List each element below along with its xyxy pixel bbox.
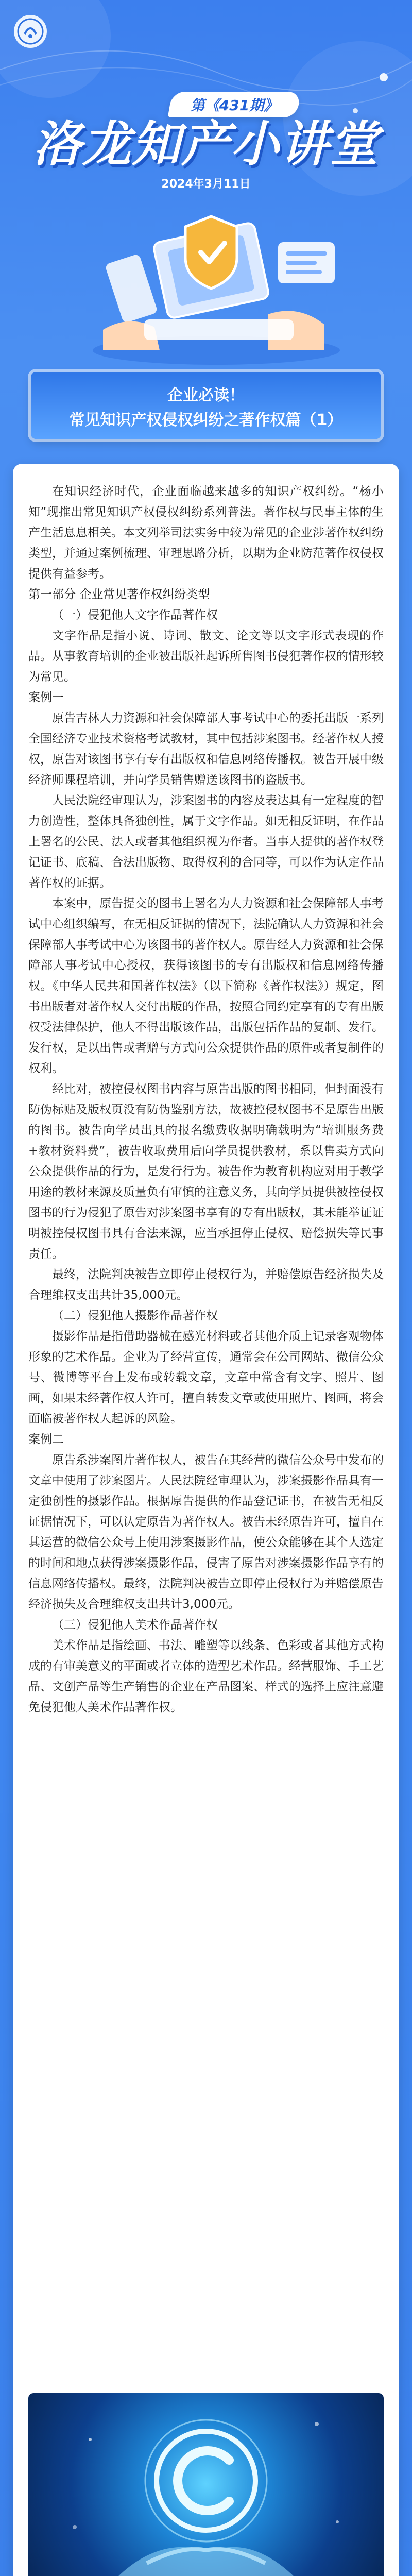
paragraph: 文字作品是指小说、诗词、散文、论文等以文字形式表现的作品。从事教育培训的企业被出版社起诉所售图书侵犯著作权的情形较为常见。: [28, 629, 384, 684]
paragraph: 美术作品是指绘画、书法、雕塑等以线条、色彩或者其他方式构成的有审美意义的平面或者立体的造型艺术作品。经营服饰、手工艺品、文创产品等生产销售的企业在产品图案、样式的选择上应注意避免侵犯他人美术作品著作权。: [28, 1639, 384, 1714]
paragraph: 人民法院经审理认为，涉案图书的内容及表达具有一定程度的智力创造性，整体具备独创性，属于文字作品。如无相反证明，在作品上署名的公民、法人或者其他组织视为作者。当事人提供的著作权登记证书、底稿、合法出版物、取得权利的合同等，可以作为认定作品著作权的证据。: [28, 794, 384, 890]
issue-number: 第《431期》: [190, 97, 279, 114]
phone-shield-illustration: [82, 196, 350, 366]
header: [0, 0, 412, 371]
paragraph: 原告系涉案图片著作权人，被告在其经营的微信公众号中发布的文章中使用了涉案图片。人民法院经审理认为，涉案摄影作品具有一定独创性的摄影作品。根据原告提供的作品登记证书，在被告无相反证据情况下，可以认定原告为著作权人。被告未经原告许可，擅自在其运营的微信公众号上使用涉案摄影作品，使公众能够在其个人选定的时间和地点获得涉案摄影作品，侵害了原告对涉案摄影作品享有的信息网络传播权。最终，法院判决被告立即停止侵权行为并赔偿原告经济损失及合理维权支出共计3,000元。: [28, 1453, 384, 1611]
paragraph: 经比对，被控侵权图书内容与原告出版的图书相同，但封面没有防伪标贴及版权页没有防伪鉴别方法，故被控侵权图书不是原告出版的图书。被告向学员出具的报名缴费收据明确载明为“培训服务费+教材资料费”，被告收取费用后向学员提供教材，系以售卖方式向公众提供作品的行为，是发行行为。被告作为教育机构应对用于教学用途的教材来源及质量负有审慎的注意义务，其向学员提供被控侵权图书的行为侵犯了原告对涉案图书享有的专有出版权，其未能举证证明被控侵权图书具有合法来源，应当承担停止侵权、赔偿损失等民事责任。: [28, 1082, 384, 1261]
section-heading: 第一部分 企业常见著作权纠纷类型: [28, 588, 210, 601]
paragraph: 在知识经济时代，企业面临越来越多的知识产权纠纷。“杨小知”现推出常见知识产权侵权纠纷系列普法。著作权与民事主体的生产生活息息相关。本文列举司法实务中较为常见的企业涉著作权纠纷类型，并通过案例梳理、审理思路分析，以期为企业防范著作权侵权提供有益参考。: [28, 485, 384, 581]
issue-date: 2024年3月11日: [161, 178, 251, 191]
subsection-heading: （二）侵犯他人摄影作品著作权: [52, 1309, 218, 1323]
paragraph: 本案中，原告提交的图书上署名为人力资源和社会保障部人事考试中心组织编写，在无相反证据的情况下，法院确认人力资源和社会保障部人事考试中心为该图书的著作权人。原告经人力资源和社会保障部人事考试中心授权，获得该图书的专有出版权和信息网络传播权。《中华人民共和国著作权法》（以下简称《著作权法》）规定，图书出版者对著作权人交付出版的作品，按照合同约定享有的专有出版权受法律保护，他人不得出版该作品，出版包括作品的复制、发行。发行权，是以出售或者赠与方式向公众提供作品的原件或者复制件的权利。: [28, 897, 384, 1075]
paragraph: 摄影作品是指借助器械在感光材料或者其他介质上记录客观物体形象的艺术作品。企业为了经营宣传，通常会在公司网站、微信公众号、微博等平台上发布或转载文章，文章中常含有文字、照片、图画，如果未经著作权人许可，擅自转发文章或使用照片、图画，将会面临被著作权人起诉的风险。: [28, 1330, 384, 1426]
article-card: [13, 464, 399, 2576]
title-banner: [31, 372, 381, 439]
page-title: 洛龙知产小讲堂: [32, 116, 379, 173]
case-label: 案例二: [28, 1433, 64, 1446]
paragraph: 原告吉林人力资源和社会保障部人事考试中心的委托出版一系列全国经济专业技术资格考试教材，其中包括涉案图书。经著作权人授权，原告对该图书享有专有出版权和信息网络传播权。被告开展中级经济师课程培训，并向学员销售赠送该图书的盗版书。: [28, 711, 384, 787]
paragraph: 最终，法院判决被告立即停止侵权行为，并赔偿原告经济损失及合理维权支出共计35,000元。: [28, 1268, 384, 1302]
subsection-heading: （一）侵犯他人文字作品著作权: [52, 608, 218, 622]
subsection-heading: （三）侵犯他人美术作品著作权: [52, 1618, 218, 1632]
banner-kicker: 企业必读！: [167, 386, 245, 404]
article-content: [28, 464, 384, 1718]
case-label: 案例一: [28, 691, 64, 704]
logo-icon: [12, 13, 48, 49]
copyright-hand-image: [28, 2393, 384, 2576]
banner-title: 常见知识产权侵权纠纷之著作权篇（1）: [69, 411, 343, 429]
copyright-icon: [28, 2393, 384, 2576]
